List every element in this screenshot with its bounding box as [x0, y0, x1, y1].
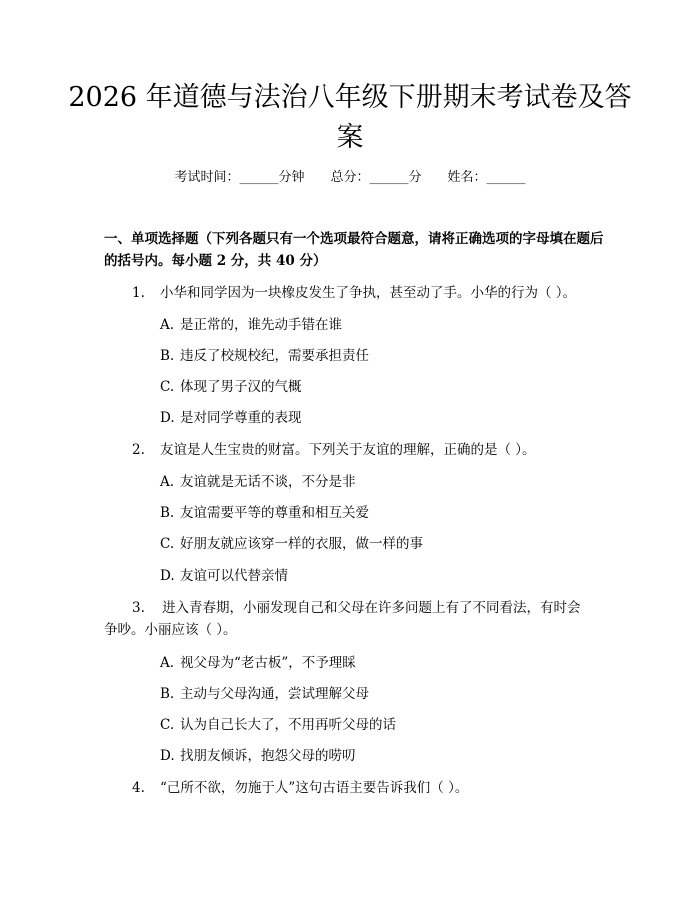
- option-letter: B.: [160, 348, 175, 364]
- question-3: [104, 597, 594, 641]
- option-1c: [160, 377, 590, 397]
- option-text: 友谊需要平等的尊重和相互关爱: [180, 505, 369, 521]
- question-1: [132, 283, 592, 303]
- option-letter: D.: [160, 748, 175, 764]
- option-letter: C.: [160, 536, 175, 552]
- option-2b: [160, 503, 590, 523]
- option-letter: D.: [160, 410, 175, 426]
- option-text: 好朋友就应该穿一样的衣服，做一样的事: [180, 536, 423, 552]
- question-stem: 小华和同学因为一块橡皮发生了争执，甚至动了手。小华的行为（ ）。: [160, 285, 577, 301]
- option-text: 是正常的，谁先动手错在谁: [180, 317, 342, 333]
- option-letter: A.: [160, 655, 175, 671]
- option-text: 主动与父母沟通，尝试理解父母: [180, 686, 369, 702]
- question-2: [132, 440, 592, 460]
- option-3b: [160, 684, 590, 704]
- option-letter: A.: [160, 474, 175, 490]
- option-letter: B.: [160, 505, 175, 521]
- option-3a: [160, 653, 590, 673]
- option-2a: [160, 472, 590, 492]
- question-stem: “己所不欲，勿施于人”这句古语主要告诉我们（ ）。: [160, 780, 469, 796]
- page-title: 2026 年道德与法治八年级下册期末考试卷及答案: [68, 82, 632, 153]
- option-text: 找朋友倾诉，抱怨父母的唠叨: [180, 748, 356, 764]
- option-letter: B.: [160, 686, 175, 702]
- option-1b: [160, 346, 590, 366]
- option-text: 认为自己长大了，不用再听父母的话: [180, 717, 396, 733]
- option-text: 视父母为“老古板”，不予理睬: [180, 655, 356, 671]
- option-letter: D.: [160, 568, 175, 584]
- option-text: 友谊可以代替亲情: [180, 568, 288, 584]
- option-3d: [160, 746, 590, 766]
- question-stem: 友谊是人生宝贵的财富。下列关于友谊的理解，正确的是（ ）。: [160, 442, 536, 458]
- option-letter: C.: [160, 717, 175, 733]
- section-heading: 一、单项选择题（下列各题只有一个选项最符合题意，请将正确选项的字母填在题后的括号内。每小题 2 分，共 40 分）: [104, 231, 604, 269]
- question-4: [132, 778, 592, 798]
- option-letter: C.: [160, 379, 175, 395]
- option-2d: [160, 566, 590, 586]
- student-name-label: 姓名：______: [447, 170, 526, 185]
- option-text: 违反了校规校纪，需要承担责任: [180, 348, 369, 364]
- option-text: 是对同学尊重的表现: [180, 410, 302, 426]
- option-text: 友谊就是无话不谈，不分是非: [180, 474, 356, 490]
- option-2c: [160, 534, 590, 554]
- option-letter: A.: [160, 317, 175, 333]
- option-1a: [160, 315, 590, 335]
- option-1d: [160, 408, 590, 428]
- question-number: 2.: [132, 442, 145, 458]
- question-number: 4.: [132, 780, 145, 796]
- option-text: 体现了男子汉的气概: [180, 379, 302, 395]
- question-number: 3.: [132, 600, 145, 616]
- total-score-label: 总分：______分: [330, 170, 422, 185]
- question-stem: 进入青春期，小丽发现自己和父母在许多问题上有了不同看法，有时会争吵。小丽应该（ ）。: [104, 600, 581, 638]
- option-3c: [160, 715, 590, 735]
- exam-time-label: 考试时间：______分钟: [174, 170, 305, 185]
- question-number: 1.: [132, 285, 145, 301]
- exam-info-line: [0, 168, 700, 188]
